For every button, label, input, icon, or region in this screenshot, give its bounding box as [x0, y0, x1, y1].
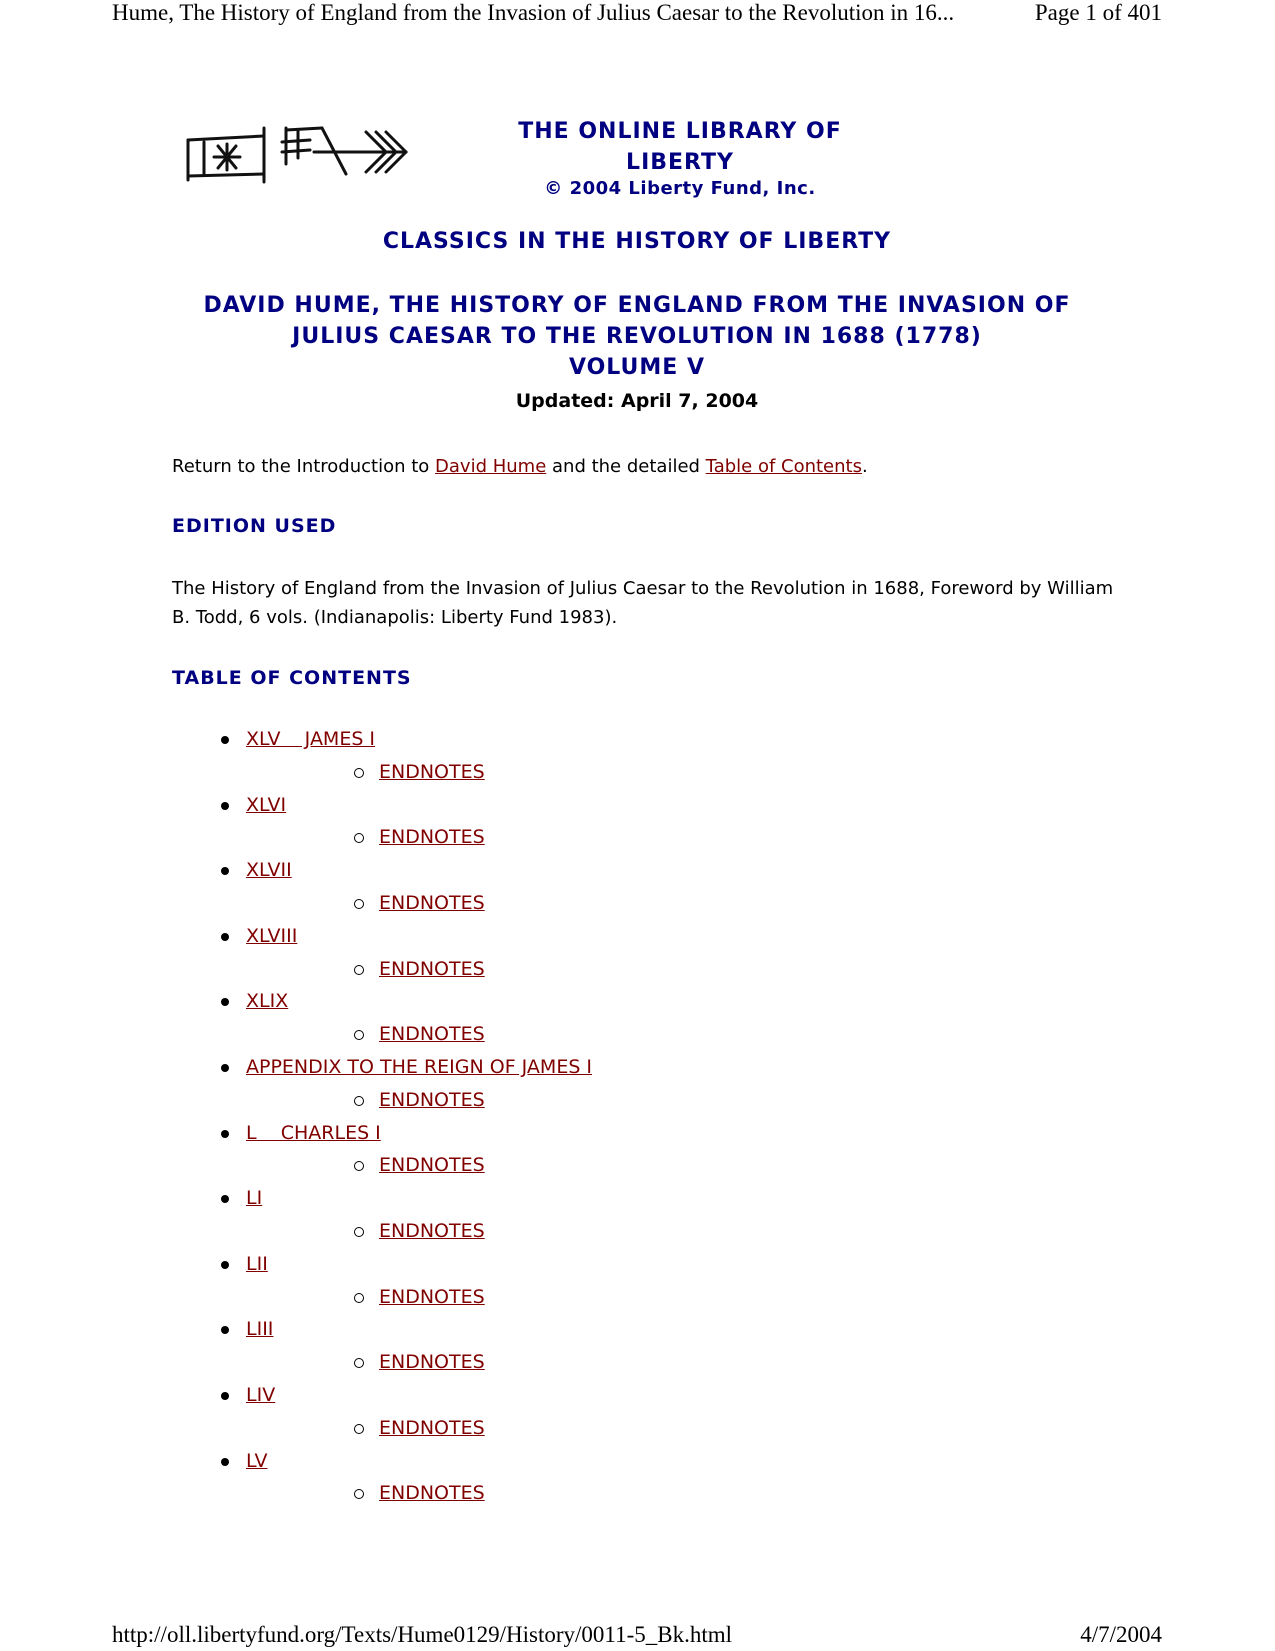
edition-text: The History of England from the Invasion of Julius Caesar to the Revolution in 1688, Foreword by William B. Todd, 6 vols. (Indianapolis: Liberty Fund 1983).	[172, 578, 1114, 628]
toc-subitem	[0, 1349, 1275, 1382]
toc-endnotes-link[interactable]: ENDNOTES	[379, 957, 485, 980]
toc-list	[0, 726, 1275, 1513]
book-title	[112, 290, 1162, 383]
toc-item	[0, 988, 1275, 1021]
bullet-icon	[221, 998, 229, 1006]
library-title-line1: THE ONLINE LIBRARY OF	[518, 119, 842, 144]
circle-bullet-icon	[354, 1096, 364, 1106]
toc-item	[0, 1054, 1275, 1087]
bullet-icon	[221, 736, 229, 744]
toc-chapter-link[interactable]: APPENDIX TO THE REIGN OF JAMES I	[246, 1055, 593, 1078]
toc-endnotes-link[interactable]: ENDNOTES	[379, 1482, 485, 1505]
library-title-line2: LIBERTY	[626, 150, 734, 175]
circle-bullet-icon	[354, 768, 364, 778]
toc-chapter-link[interactable]: LII	[246, 1252, 268, 1275]
toc-chapter-link[interactable]: XLV JAMES I	[246, 728, 376, 750]
series-heading: CLASSICS IN THE HISTORY OF LIBERTY	[382, 229, 892, 254]
circle-bullet-icon	[354, 965, 364, 975]
bullet-icon	[221, 1392, 229, 1400]
print-footer-date: 4/7/2004	[1080, 1622, 1162, 1647]
toc-chapter-link[interactable]: LI	[246, 1187, 263, 1210]
toc-item	[0, 923, 1275, 956]
return-middle: and the detailed	[546, 456, 706, 477]
toc-endnotes-link[interactable]: ENDNOTES	[379, 826, 485, 849]
toc-chapter-link[interactable]: XLVII	[246, 859, 292, 882]
toc-chapter-link[interactable]: XLVI	[246, 793, 287, 816]
toc-endnotes-link[interactable]: ENDNOTES	[379, 760, 485, 783]
return-line	[172, 452, 1132, 481]
cuneiform-logo-icon	[186, 124, 416, 194]
toc-item	[0, 1448, 1275, 1481]
updated-date: Updated: April 7, 2004	[515, 390, 759, 412]
toc-subitem	[0, 890, 1275, 923]
toc-item	[0, 1185, 1275, 1218]
return-suffix: .	[861, 456, 868, 477]
toc-item	[0, 1251, 1275, 1284]
bullet-icon	[221, 933, 229, 941]
toc-subitem	[0, 1152, 1275, 1185]
circle-bullet-icon	[354, 1293, 364, 1303]
table-of-contents-link[interactable]: Table of Contents	[705, 456, 862, 477]
toc-endnotes-link[interactable]: ENDNOTES	[379, 1219, 485, 1242]
circle-bullet-icon	[354, 1030, 364, 1040]
toc-chapter-link[interactable]: LV	[246, 1449, 268, 1472]
toc-item	[0, 1382, 1275, 1415]
toc-endnotes-link[interactable]: ENDNOTES	[379, 1351, 485, 1374]
toc-endnotes-link[interactable]: ENDNOTES	[379, 891, 485, 914]
print-header-title: Hume, The History of England from the Invasion of Julius Caesar to the Revolution in 16...	[112, 0, 955, 25]
book-title-line2: JULIUS CAESAR TO THE REVOLUTION IN 1688 (1778)	[292, 324, 982, 349]
toc-chapter-link[interactable]: XLIX	[246, 990, 289, 1013]
toc-endnotes-link[interactable]: ENDNOTES	[379, 1285, 485, 1308]
print-header	[112, 0, 1162, 28]
toc-subitem	[0, 1087, 1275, 1120]
toc-subitem	[0, 824, 1275, 857]
bullet-icon	[221, 867, 229, 875]
toc-endnotes-link[interactable]: ENDNOTES	[379, 1154, 485, 1177]
toc-chapter-link[interactable]: XLVIII	[246, 924, 298, 947]
print-footer-url: http://oll.libertyfund.org/Texts/Hume0129/History/0011-5_Bk.html	[112, 1622, 733, 1647]
return-prefix: Return to the Introduction to	[172, 456, 436, 477]
toc-chapter-link[interactable]: LIV	[246, 1383, 276, 1406]
toc-endnotes-link[interactable]: ENDNOTES	[379, 1416, 485, 1439]
circle-bullet-icon	[354, 899, 364, 909]
circle-bullet-icon	[354, 1161, 364, 1171]
toc-item	[0, 726, 1275, 759]
toc-chapter-link[interactable]: L CHARLES I	[246, 1121, 381, 1144]
david-hume-link[interactable]: David Hume	[435, 456, 547, 477]
toc-subitem	[0, 1480, 1275, 1513]
bullet-icon	[221, 1261, 229, 1269]
toc-item	[0, 1316, 1275, 1349]
toc-subitem	[0, 956, 1275, 989]
toc-subitem	[0, 1415, 1275, 1448]
edition-heading: EDITION USED	[172, 515, 337, 537]
toc-subitem	[0, 1021, 1275, 1054]
circle-bullet-icon	[354, 1227, 364, 1237]
toc-item	[0, 857, 1275, 890]
circle-bullet-icon	[354, 1358, 364, 1368]
toc-subitem	[0, 1284, 1275, 1317]
toc-item	[0, 792, 1275, 825]
toc-item	[0, 1120, 1275, 1153]
copyright-notice: © 2004 Liberty Fund, Inc.	[544, 178, 816, 199]
book-title-line3: VOLUME V	[568, 355, 706, 380]
circle-bullet-icon	[354, 1424, 364, 1434]
toc-endnotes-link[interactable]: ENDNOTES	[379, 1023, 485, 1046]
toc-subitem	[0, 1218, 1275, 1251]
bullet-icon	[221, 1195, 229, 1203]
library-title	[470, 116, 890, 178]
bullet-icon	[221, 802, 229, 810]
toc-endnotes-link[interactable]: ENDNOTES	[379, 1088, 485, 1111]
bullet-icon	[221, 1326, 229, 1334]
toc-chapter-link[interactable]: LIII	[246, 1318, 274, 1341]
bullet-icon	[221, 1458, 229, 1466]
toc-heading: TABLE OF CONTENTS	[172, 667, 412, 689]
circle-bullet-icon	[354, 1489, 364, 1499]
book-title-line1: DAVID HUME, THE HISTORY OF ENGLAND FROM THE INVASION OF	[203, 293, 1071, 318]
bullet-icon	[221, 1130, 229, 1138]
toc-subitem	[0, 759, 1275, 792]
print-footer	[112, 1622, 1162, 1650]
circle-bullet-icon	[354, 833, 364, 843]
bullet-icon	[221, 1064, 229, 1072]
print-header-page: Page 1 of 401	[1034, 0, 1162, 25]
